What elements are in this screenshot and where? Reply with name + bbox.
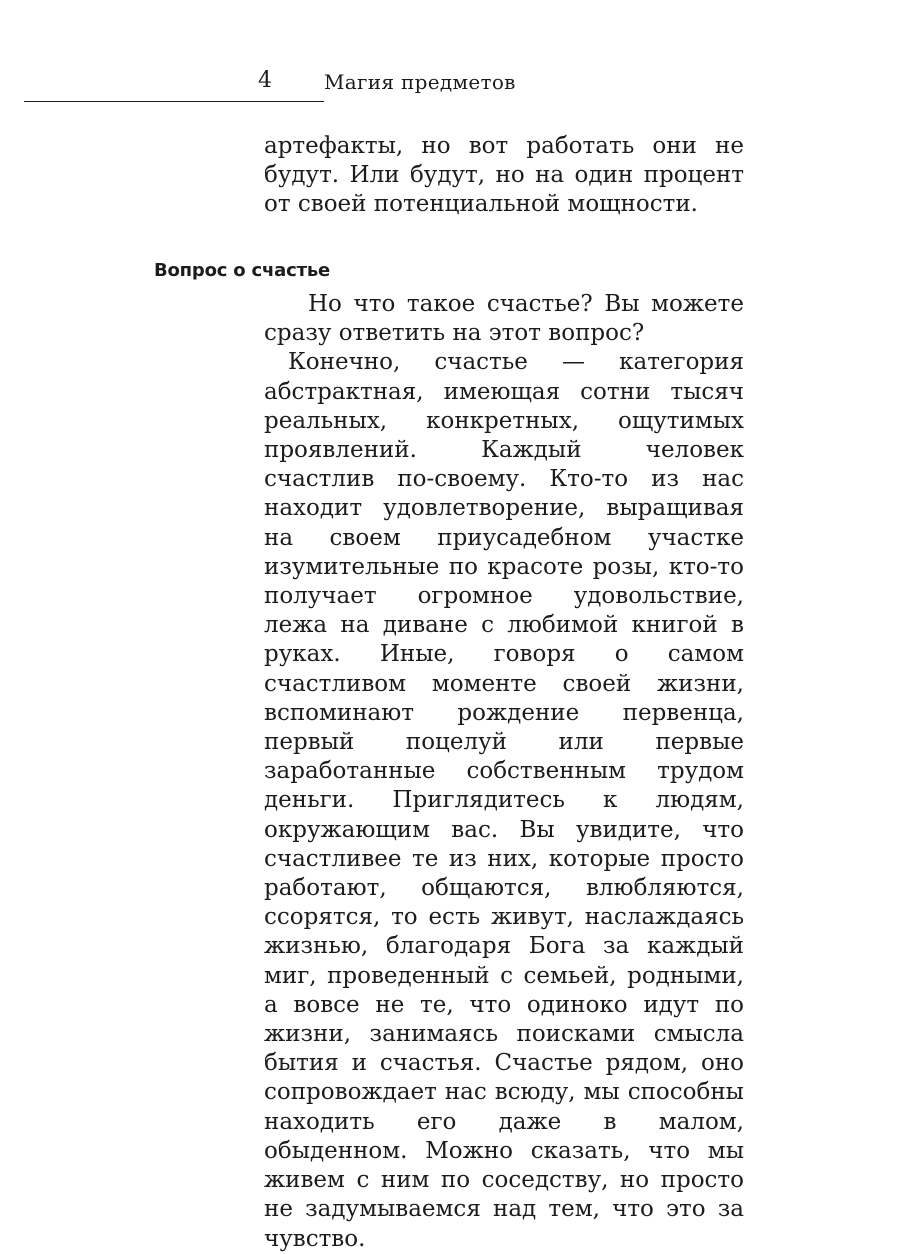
section-body xyxy=(264,290,744,1254)
header-rule xyxy=(24,101,324,102)
running-title: Магия предметов xyxy=(324,70,516,94)
body-paragraph: Но что такое счастье? Вы можете сразу ответить на этот вопрос? xyxy=(264,291,744,347)
section-heading: Вопрос о счастье xyxy=(154,260,331,281)
intro-paragraph: артефакты, но вот работать они не будут. Или будут, но на один процент от своей потенциальной мощности. xyxy=(264,133,744,218)
intro-text-block xyxy=(264,132,744,220)
page-number: 4 xyxy=(258,68,272,93)
body-paragraph: Конечно, счастье — категория абстрактная, имеющая сотни тысяч реальных, конкретных, ощутимых проявлений. Каждый человек счастлив по-своему. Кто-то из нас находит удовлетворение, выращивая на своем приусадебном участке изумительные по красоте розы, кто-то получает огромное удовольствие, лежа на диване с любимой книгой в руках. Иные, говоря о самом счастливом моменте своей жизни, вспоминают рождение первенца, первый поцелуй или первые заработанные собственным трудом деньги. Приглядитесь к людям, окружающим вас. Вы увидите, что счастливее те из них, которые просто работают, общаются, влюбляются, ссорятся, то есть живут, наслаждаясь жизнью, благодаря Бога за каждый миг, проведенный с семьей, родными, а вовсе не те, что одиноко идут по жизни, занимаясь поисками смысла бытия и счастья. Счастье рядом, оно сопровождает нас всюду, мы способны находить его даже в малом, обыденном. Можно сказать, что мы живем с ним по соседству, но просто не задумываемся над тем, что это за чувство. xyxy=(264,349,744,1252)
